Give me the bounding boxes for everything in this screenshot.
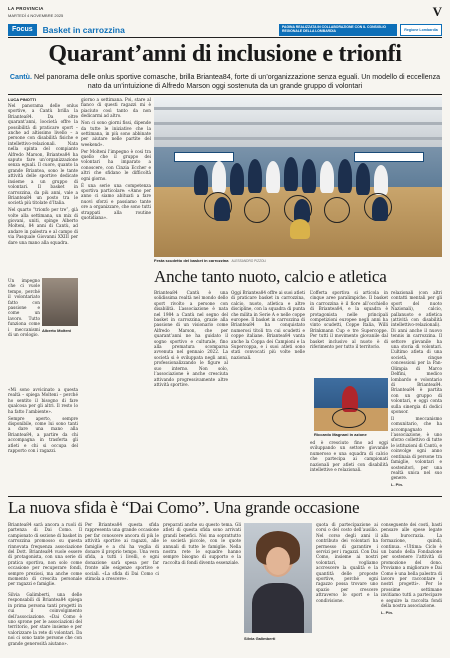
paragraph: giorno a settimana. Poi, stare al fianco di questi ragazzi mi è piaciuto così tanto da non dedicarmi ad altro. <box>81 97 151 119</box>
paragraph: Sempre aperto, sempre disponibile, come lui sono tanti a dare una mano alla Briantea84, a partire da chi accompagna in trasferta gli atleti e chi si occupa del rapporto con i ragazzi. <box>8 415 78 453</box>
paragraph: conseguente dei costi, basti pensare alle spese legate alla burocrazia. La formazione, quindi, continua. «Ultima: Ciclo è un bando della Fondazione per sostenere l’attività di promozione del dono. Proviamo a migliorare e Dai Como è una bella palestra di lavoro per raccontare i nostri progetti». Per le prossime settimane invitiamo tutti a partecipare e seguire la raccolta fondi della nostra associazione. <box>381 522 442 609</box>
article3-column-5 <box>381 522 442 650</box>
divider <box>8 94 442 95</box>
newspaper-name: LA PROVINCIA <box>8 6 44 11</box>
paragraph: Per Molteni l’impegno è così tra quello che il gruppo dei volontari ha imparato a conoscere, con Cinzia Eccher e altri che sfidano le difficoltà ogni giorno. <box>81 148 151 181</box>
alberto-molteni-photo <box>42 278 78 326</box>
masthead <box>8 4 442 22</box>
article1-column-1b <box>8 278 40 386</box>
team-celebration-photo <box>154 97 442 257</box>
signoff: L. Pin. <box>381 610 393 615</box>
paragraph: L’offerta sportiva si articola in cinque aree paralimpiche. Il basket in carrozzina è il fiore all’occhiello di Briantea84, e la squadra è protagonista nelle principali competizioni europee negli anni ha vinto scudetti, Coppe Italia, Willi Brinkmann Cup e tre Supercoppe. Per tutti il movimento giovanile dal basket inclusivo al nuoto è di riferimento per tutto il territorio. <box>310 290 388 350</box>
photo3-caption: Silvia Galimberti <box>244 636 276 641</box>
photo-credit: ALESSANDRO PIZZOLI <box>231 259 267 263</box>
article1-column-1 <box>8 103 78 275</box>
byline: LUCA PINOTTI <box>8 97 36 102</box>
divider <box>8 37 442 38</box>
main-headline: Quarant’anni di inclusione e trionfi <box>48 41 402 67</box>
paragraph: preparati anche su questo tema. Gli atleti di questa sfida sono arrivati grandi benefici. Noi ma soprattutto le società piccole, con le quote annuali di tutte le famiglie. Nella nostra rete le squadre hanno sempre bisogno di supporto e la raccolta di fondi diventa essenziale. <box>163 522 241 565</box>
article3-column-2 <box>85 522 159 650</box>
photo2-caption: Riccardo Magnani in azione <box>314 432 367 437</box>
divider <box>8 496 442 497</box>
deck-text: Nel panorama delle onlus sportive comasche, brilla Briantea84, forte di un’organizzazione senza eguali. Un modello di eccellenza nato da un’intuizione di Alfredo Marson oggi sostenuta da un grande gruppo di volontari <box>31 73 441 90</box>
issue-date: MARTEDÌ 4 NOVEMBRE 2025 <box>8 13 64 18</box>
deck-kicker: Cantù. <box>9 73 32 81</box>
silvia-galimberti-photo <box>244 523 312 633</box>
article3-column-3 <box>163 522 241 650</box>
article3-headline: La nuova sfida è “Dai Como”. Una grande occasione <box>8 498 360 517</box>
article1-column-1c <box>8 387 78 497</box>
article3-column-4 <box>316 522 378 650</box>
spacer <box>381 97 442 98</box>
section-rubric: Basket in carrozzina <box>42 25 125 35</box>
paragraph: Silvia Galimberti, una delle responsabili di Briantea84 spiega in prima persona tanti progetti in cui il coinvolgimento dell’associazione. «Dai Como è uno sprone per le associazioni del territorio, per stare insieme e per valorizzare la rete di volontari. Da noi ci sono tante persone che con grande generosità aiutano». <box>8 592 82 646</box>
paragraph: Briantea84 Cantù è una solidissima realtà nel mondo dello sport rivolto a persone con disabilità. L’associazione è nata nel 1984 a Cantù nel segno del basket in carrozzina, grazie alla passione di un visionario come Alfredo Marson, che per quarant’anni ne ha guidato il sogno sportivo e culturale, fino alla prematura scomparsa avvenuta nel gennaio 2022. La società si è sviluppata negli anni, professionalizzando le figure al suo interno. Non solo, l’associazione è anche cresciuta attivando progressivamente altre attività sportive. <box>154 290 228 387</box>
paragraph: Un impegno che ci vuole tempo, perché il volontariato fatto con passione e come un lavoro. Tutto funziona come i meccanismi di un orologio. <box>8 278 40 338</box>
article2-column-1 <box>154 290 228 495</box>
article-deck <box>8 73 442 91</box>
paragraph: Il meccanismo comunitario, che ha accompagnato l’associazione, è uno sforzo collettivo di tutte le istituzioni di Cantù, e coinvolge ogni anno centinaia di persone tra famiglie, volontari e sostenitori, per una realtà unica nel suo genere. <box>391 415 442 481</box>
article2-column-5 <box>391 290 442 495</box>
signoff: L. Pin. <box>391 482 403 488</box>
paragraph: Nel panorama delle onlus sportive, a Cantù brilla la Briantea84. Da oltre quarant’anni, loocietà offre la possibilità di praticare sport – anche ad altissimo livello – a persone con disabilità fisiche e intellettivo-relazionali. Nata nella spinta del compianto Alfredo Marson, Briantea84 ha saputo fare un’organizzazione senza eguali. Il cuore, quanto la grande Briantea, sono le tante attività delle sportive dedicate insieme a un gruppo di volontari. Il basket in carrozzina, da più anni, vale a Briantea84 un posto tra le società più titolate d’Italia. <box>8 103 78 206</box>
sponsor-note: PAGINA REALIZZATA IN COLLABORAZIONE CON IL CONSIGLIO REGIONALE DELLA LOMBARDIA <box>279 24 397 36</box>
article2-column-3 <box>310 290 388 376</box>
focus-label: Focus <box>8 24 37 36</box>
section-bar <box>8 24 442 36</box>
article2-headline: Anche tanto nuoto, calcio e atletica <box>154 267 387 286</box>
regione-lombardia-logo <box>400 24 442 36</box>
caption-text: Festa scudetto del basket in carrozzina <box>154 258 229 263</box>
paragraph: Briantea84 sarà ancora a ruoli di partenza di Dai Como. Il campionato di sezione di basket in carrozzina promosso su questa rinnovata frequenza associazione del Dott. Briantea84 vuole essere di protagonista, con una serie di pratica sportiva, non solo come occasione per recuperare fondi, sempre preziosi, ma anche come momento di crescita personale per ragazzi e famiglie. <box>8 522 82 587</box>
logo-label: Regione Lombardia <box>404 28 438 32</box>
article1-column-2 <box>81 97 151 497</box>
mug-caption: Alberto Molteni <box>42 328 72 333</box>
paragraph: relazionali (con altri contatti mentali per gli sport del nuoto Nazionali), calcio, pallanuoto e atletica (attività con disabilità intellettivo-relazionali). Di anni anche il nuovo tennis in carrozzina. Il settore giovanile ha una storia di volontari. L’ultimo atleta di una società, cinque concessioni per la Pan-Olimpia di Marco Delfini, medico lombardo e volontario di Briantea84. Briantea84 è partita con un gruppo di volontari, e oggi conta sulla sinergia di dodici sponsor. <box>391 290 442 414</box>
article2-column-4 <box>310 440 388 495</box>
page-number: V <box>432 4 442 19</box>
trophy-icon <box>290 219 310 239</box>
paragraph: Per Briantea84 questa sfida rappresenta una grande occasione per far conoscere ancora di più le attività sportive ai ragazzi, alle famiglie e a chi ha voglia di donare il proprio tempo. Una vera sfida, a tutti i livelli, e ogni donazione sarà spesa per far fronte alle esigenze sportive e sociali. «La sfida di Dai Como ci stimola a crescere». <box>85 522 159 582</box>
paragraph: quota di partecipazione ai corsi o del costo dell’ausilio. Nel corso degli anni il contributo dei volontari ha permesso di garantire i servizi per i ragazzi. Con Dai Como, insieme ai nostri volontari, vogliamo accrescere la qualità e la quantità delle proposte sportive, perché ogni ragazzo possa trovare uno spazio per crescere attraverso lo sport e la condivisione. <box>316 522 378 603</box>
riccardo-magnani-photo <box>314 378 388 431</box>
paragraph: Oggi Briantea84 offre ai suoi atleti di praticare basket in carrozzina, calcio, nuoto, atletica e altre discipline, con la squadra di punta che milita in Serie A e nelle coppe europee. Il basket in carrozzina di Briantea84 ha conquistato numerosi titoli tra cui scudetti e coppe italiane. Briantea84 vanta anche la Coppa dei Campioni e la Supercoppa, e i suoi atleti sono stati convocati più volte nelle nazionali. <box>231 290 305 360</box>
article3-column-1b <box>8 592 82 650</box>
paragraph: «Mi sono avvicinato a questa realtà – spiega Molteni – perché ho sentito il bisogno di fare qualcosa per gli altri. Il resto lo ha fatto l’ambiente». <box>8 387 78 414</box>
paragraph: Non ci sono giorni fissi, dipende da tutte le iniziative che la settimana, in più sono abbinate per aiutare nelle partite del weekend». <box>81 120 151 147</box>
article2-column-2 <box>231 290 305 495</box>
photo-caption <box>154 258 266 263</box>
paragraph: ed è cresciuto fino ad oggi sviluppando un settore giovanile numeroso e una squadra di calcio che partecipa ai campionati nazionali per atleti con disabilità intellettive e relazionali. <box>310 440 388 473</box>
paragraph: È una serie una competenza sportiva particolare: «Anno per anno ci siamo abituati a fare nuovi sforzi e passiamo tante ore a organizzare, che sono tutti strappati alla routine quotidiana». <box>81 182 151 221</box>
paragraph: Nel quarto “trionfo per tre”, già volte alla settimana, un mix di giovani, uniti, spinge Alberto Molteni, 84 anni di Cantù, ad andare in palestra e al campo di via Pasquale Giovanni XXIII per dare una mano alla squadra. <box>8 207 78 245</box>
